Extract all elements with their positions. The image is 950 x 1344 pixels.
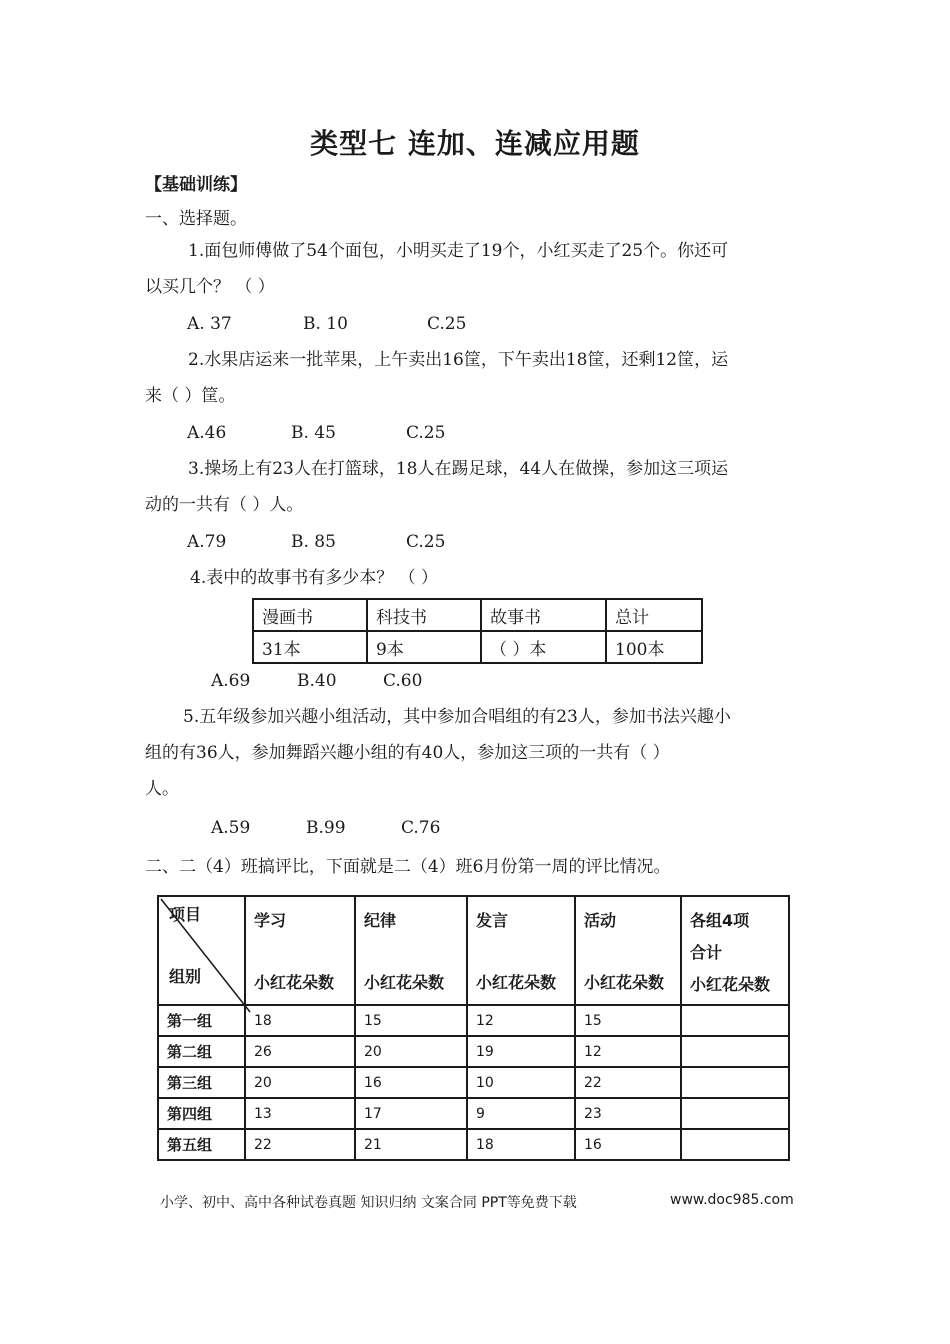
table-cell: 19 <box>467 1036 575 1067</box>
column-sub: 小红花朵数 <box>254 973 335 992</box>
question-3-options <box>187 532 445 552</box>
option-b[interactable]: B. 45 <box>291 423 336 443</box>
table-row <box>158 1005 789 1036</box>
table-row <box>158 1129 789 1160</box>
table-cell: 13 <box>245 1098 355 1129</box>
question-1-line-1: 1.面包师傅做了54个面包，小明买走了19个，小红买走了25个。你还可 <box>188 241 729 261</box>
table-cell: 26 <box>245 1036 355 1067</box>
header-cell: 科技书 <box>367 599 481 631</box>
column-header-activity <box>575 896 681 1005</box>
option-a[interactable]: A. 37 <box>187 314 232 334</box>
question-5 <box>145 699 731 807</box>
table-cell: 23 <box>575 1098 681 1129</box>
table-cell: 10 <box>467 1067 575 1098</box>
option-b[interactable]: B. 85 <box>291 532 336 552</box>
column-header-discipline <box>355 896 467 1005</box>
section-label: 【基础训练】 <box>145 175 247 195</box>
question-4-line-1: 4.表中的故事书有多少本？ （ ） <box>190 568 439 588</box>
rating-table <box>157 895 790 1161</box>
corner-bottom-label: 组别 <box>169 967 202 986</box>
option-c[interactable]: C.60 <box>383 671 423 691</box>
column-name: 纪律 <box>364 911 397 930</box>
table-cell: 20 <box>245 1067 355 1098</box>
table-cell: 18 <box>245 1005 355 1036</box>
table-row <box>158 1098 789 1129</box>
table-cell: 15 <box>575 1005 681 1036</box>
total-answer-cell[interactable] <box>681 1036 789 1067</box>
column-name: 学习 <box>254 911 287 930</box>
group-label: 第三组 <box>158 1067 245 1098</box>
total-line-1: 各组4项 <box>690 911 750 930</box>
table-cell: 9本 <box>367 631 481 663</box>
table-cell: 9 <box>467 1098 575 1129</box>
question-3-line-1: 3.操场上有23人在打篮球，18人在踢足球，44人在做操，参加这三项运 <box>188 459 729 479</box>
corner-cell <box>158 896 245 1005</box>
total-line-2: 合计 <box>690 943 723 962</box>
table-row <box>253 631 702 663</box>
header-cell: 总计 <box>606 599 702 631</box>
question-5-line-3: 人。 <box>145 779 179 799</box>
question-5-line-1: 5.五年级参加兴趣小组活动，其中参加合唱组的有23人，参加书法兴趣小 <box>183 707 731 727</box>
footer-url[interactable]: www.doc985.com <box>670 1192 794 1208</box>
option-c[interactable]: C.25 <box>427 314 467 334</box>
page-title: 类型七 连加、连减应用题 <box>310 127 640 160</box>
table-row <box>158 1067 789 1098</box>
option-b[interactable]: B.99 <box>306 818 346 838</box>
table-cell: 22 <box>575 1067 681 1098</box>
option-a[interactable]: A.59 <box>211 818 251 838</box>
group-label: 第一组 <box>158 1005 245 1036</box>
table-cell: 31本 <box>253 631 367 663</box>
option-c[interactable]: C.25 <box>406 532 446 552</box>
question-2-line-1: 2.水果店运来一批苹果，上午卖出16筐，下午卖出18筐，还剩12筐，运 <box>188 350 729 370</box>
total-line-3: 小红花朵数 <box>690 975 771 994</box>
question-5-line-2: 组的有36人，参加舞蹈兴趣小组的有40人，参加这三项的一共有（ ） <box>145 743 670 763</box>
column-name: 发言 <box>476 911 509 930</box>
answer-cell[interactable]: （ ）本 <box>481 631 606 663</box>
footer-text: 小学、初中、高中各种试卷真题 知识归纳 文案合同 PPT等免费下载 <box>160 1195 577 1211</box>
question-5-options <box>211 818 440 838</box>
table-cell: 100本 <box>606 631 702 663</box>
group-label: 第二组 <box>158 1036 245 1067</box>
part1-heading: 一、选择题。 <box>145 209 247 229</box>
question-2-line-2: 来（ ）筐。 <box>145 386 236 406</box>
table-cell: 12 <box>467 1005 575 1036</box>
question-3 <box>145 451 728 523</box>
corner-top-label: 项目 <box>169 905 202 924</box>
column-sub: 小红花朵数 <box>584 973 665 992</box>
table-row <box>158 1036 789 1067</box>
total-answer-cell[interactable] <box>681 1005 789 1036</box>
header-cell: 故事书 <box>481 599 606 631</box>
table-cell: 16 <box>355 1067 467 1098</box>
group-label: 第五组 <box>158 1129 245 1160</box>
total-answer-cell[interactable] <box>681 1067 789 1098</box>
column-header-speaking <box>467 896 575 1005</box>
column-header-study <box>245 896 355 1005</box>
option-a[interactable]: A.46 <box>187 423 227 443</box>
table-header-row <box>158 896 789 1005</box>
column-name: 活动 <box>584 911 617 930</box>
total-answer-cell[interactable] <box>681 1129 789 1160</box>
column-sub: 小红花朵数 <box>364 973 445 992</box>
question-1-line-2: 以买几个？ （ ） <box>145 277 275 297</box>
header-cell: 漫画书 <box>253 599 367 631</box>
book-table <box>252 598 703 664</box>
column-sub: 小红花朵数 <box>476 973 557 992</box>
group-label: 第四组 <box>158 1098 245 1129</box>
table-cell: 22 <box>245 1129 355 1160</box>
table-cell: 15 <box>355 1005 467 1036</box>
question-1-options <box>187 314 466 334</box>
question-4 <box>190 560 438 596</box>
table-cell: 20 <box>355 1036 467 1067</box>
question-1 <box>145 233 728 305</box>
option-a[interactable]: A.69 <box>211 671 251 691</box>
table-cell: 17 <box>355 1098 467 1129</box>
option-a[interactable]: A.79 <box>187 532 227 552</box>
question-2 <box>145 342 728 414</box>
table-cell: 18 <box>467 1129 575 1160</box>
question-4-options <box>211 671 422 691</box>
part2-heading: 二、二（4）班搞评比，下面就是二（4）班6月份第一周的评比情况。 <box>145 857 671 877</box>
option-c[interactable]: C.25 <box>406 423 446 443</box>
table-cell: 21 <box>355 1129 467 1160</box>
option-b[interactable]: B.40 <box>297 671 337 691</box>
table-row <box>253 599 702 631</box>
question-2-options <box>187 423 445 443</box>
total-answer-cell[interactable] <box>681 1098 789 1129</box>
table-cell: 16 <box>575 1129 681 1160</box>
option-c[interactable]: C.76 <box>401 818 441 838</box>
column-header-total <box>681 896 789 1005</box>
option-b[interactable]: B. 10 <box>303 314 348 334</box>
question-3-line-2: 动的一共有（ ）人。 <box>145 495 304 515</box>
table-cell: 12 <box>575 1036 681 1067</box>
